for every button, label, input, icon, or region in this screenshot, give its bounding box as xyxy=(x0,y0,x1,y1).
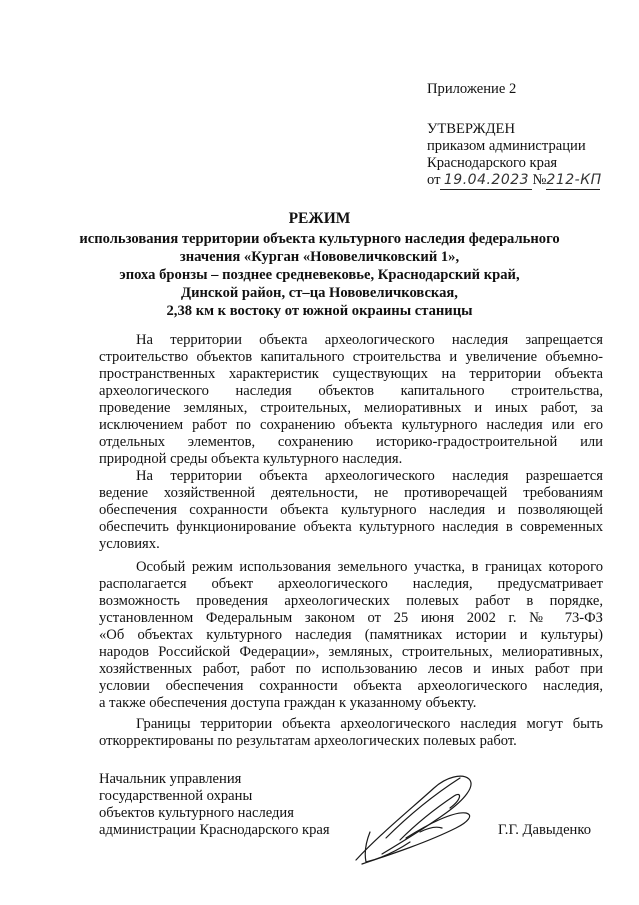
paragraph-1-last-line: природной среды объекта культурного наследия. xyxy=(99,451,403,467)
paragraph-3-line-8: условии обеспечения сохранности объекта археологического наследия, xyxy=(99,678,603,694)
paragraph-3-last-line: а также обеспечения доступа граждан к указанному объекту. xyxy=(99,695,477,711)
handwritten-number: 212-КП xyxy=(546,172,602,188)
number-prefix: № xyxy=(532,172,547,188)
paragraph-3-line-6: народов Российской Федерации», земляных, строительных, мелиоративных, xyxy=(99,644,603,660)
signatory-name: Г.Г. Давыденко xyxy=(498,822,592,838)
paragraph-1-line-4: археологического наследия объектов капитального строительства, xyxy=(99,383,603,399)
date-prefix: от xyxy=(427,172,441,188)
paragraph-2-line-4: обеспечить функционирование объекта культурного наследия в современных xyxy=(99,519,603,535)
paragraph-1-line-2: строительство объектов капитального строительства и увеличение объемно- xyxy=(99,349,603,365)
paragraph-3-line-5: «Об объектах культурного наследия (памятниках истории и культуры) xyxy=(99,627,603,643)
handwritten-signature xyxy=(350,768,485,873)
paragraph-2-last-line: условиях. xyxy=(99,536,160,552)
title-subline-2: значения «Курган «Нововеличковский 1», xyxy=(179,249,460,265)
paragraph-1-line-3: пространственных характеристик существующих на территории объекта xyxy=(99,366,603,382)
title-subline-1: использования территории объекта культурного наследия федерального xyxy=(79,231,560,247)
paragraph-3-line-2: располагается объект археологического наследия, предусматривает xyxy=(99,576,603,592)
signatory-position-line-4: администрации Краснодарского края xyxy=(99,822,330,838)
paragraph-4-line-1: Границы территории объекта археологического наследия могут быть xyxy=(136,716,603,732)
paragraph-1-line-7: отдельных элементов, сохранению историко-градостроительной или xyxy=(99,434,603,450)
approved-label: УТВЕРЖДЕН xyxy=(427,121,515,137)
signatory-position-line-3: объектов культурного наследия xyxy=(99,805,294,821)
paragraph-2-line-3: обеспечения сохранности объекта культурного наследия и позволяющей xyxy=(99,502,603,518)
title-subline-4: Динской район, ст–ца Нововеличковская, xyxy=(181,285,458,301)
paragraph-2-line-2: ведение хозяйственной деятельности, не противоречащей требованиям xyxy=(99,485,603,501)
signatory-position-line-2: государственной охраны xyxy=(99,788,253,804)
order-line-1: приказом администрации xyxy=(427,138,586,154)
appendix-label: Приложение 2 xyxy=(427,81,517,97)
paragraph-3-line-4: установленном Федеральным законом от 25 июня 2002 г. № 73-ФЗ xyxy=(99,610,603,626)
paragraph-1-line-5: проведение земляных, строительных, мелиоративных и иных работ, за xyxy=(99,400,603,416)
order-date-line xyxy=(427,172,600,190)
paragraph-3-line-7: хозяйственных работ, работ по использованию лесов и иных работ при xyxy=(99,661,603,677)
handwritten-date: 19.04.2023 xyxy=(440,172,532,190)
signatory-position-line-1: Начальник управления xyxy=(99,771,242,787)
document-title: РЕЖИМ xyxy=(288,210,351,227)
paragraph-4-last-line: откорректированы по результатам археологических полевых работ. xyxy=(99,733,517,749)
order-line-2: Краснодарского края xyxy=(427,155,558,171)
title-subline-5: 2,38 км к востоку от южной окраины станицы xyxy=(166,303,473,319)
paragraph-1-line-6: исключением работ по сохранению объекта культурного наследия или его xyxy=(99,417,603,433)
paragraph-2-line-1: На территории объекта археологического наследия разрешается xyxy=(136,468,603,484)
title-subline-3: эпоха бронзы – позднее средневековье, Краснодарский край, xyxy=(119,267,520,283)
paragraph-1-line-1: На территории объекта археологического наследия запрещается xyxy=(136,332,603,348)
paragraph-3-line-3: возможность проведения археологических полевых работ в порядке, xyxy=(99,593,603,609)
paragraph-3-line-1: Особый режим использования земельного участка, в границах которого xyxy=(136,559,603,575)
